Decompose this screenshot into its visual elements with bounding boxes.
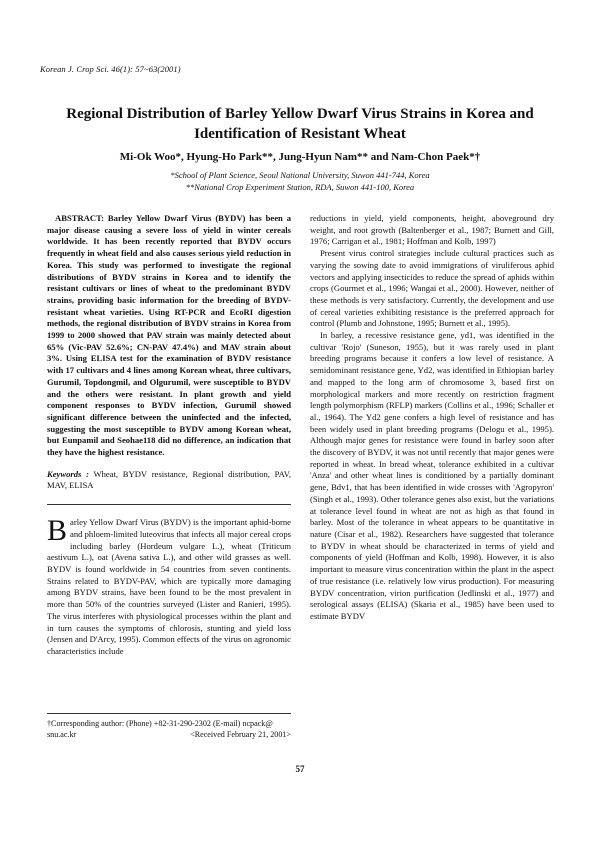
keywords [47,469,291,492]
author-list: Mi-Ok Woo*, Hyung-Ho Park**, Jung-Hyun Nam** and Nam-Chon Paek*† [119,151,481,163]
page-number: 57 [295,764,305,774]
corresponding-author-footnote [47,713,291,740]
section-divider [47,504,291,505]
keywords-text: Wheat, BYDV resistance, Regional distribution, PAV, MAV, ELISA [47,468,291,491]
abstract: ABSTRACT: Barley Yellow Dwarf Virus (BYDV) has been a major disease causing a severe loss of yield in winter cereals worldwide. It has been recently reported that BYDV occurs frequently in wheat field and also causes serious yield reduction in Korea. This study was performed to investigate the regional distributions of BYDV strains in Korea and to identify the resistant cultivars or lines of wheat to the predominant BYDV strains, providing basic information for the breeding of BYDV-resistant wheat varieties. Using RT-PCR and EcoRI digestion methods, the regional distribution of BYDV strains in Korea from 1999 to 2000 showed that PAV strain was mainly detected about 65% (Vic-PAV 52.6%; CN-PAV 47.4%) and MAV strain about 3%. Using ELISA test for the examination of BYDV resistance with 17 cultivars and 4 lines among Korean wheat, three cultivars, Gurumil, Topdongmil, and Olgurumil, were susceptible to BYDV and the others were resistant. In plant growth and yield component responses to BYDV infection, Gurumil showed significant difference between the uninfected and the infected, suggesting the most susceptible to BYDV among Korean wheat, but Eunpamil and Seohae118 did no difference, an indication that they have the highest resistance. [47,213,291,458]
received-date: <Received February 21, 2001> [190,730,291,739]
affiliation-1: *School of Plant Science, Seoul National University, Suwon 441-744, Korea [170,170,430,180]
footnote-line-1: †Corresponding author: (Phone) +82-31-290-2302 (E-mail) ncpack@ [47,719,273,728]
right-column [310,213,554,623]
journal-citation: Korean J. Crop Sci. 46(1): 57~63(2001) [40,64,181,74]
left-column [47,213,291,658]
affiliation-2: **National Crop Experiment Station, RDA, Suwon 441-100, Korea [185,181,415,192]
footnote-email-domain: snu.ac.kr [47,730,77,739]
introduction-paragraph [47,514,291,657]
body-paragraph-2: Present virus control strategies include cultural practices such as varying the sowing date to avoid immigrations of viruliferous aphid vectors and applying insecticides to reduce the spread of aphids within crops (Gourmet et al., 1996; Wangai et al., 2000). However, neither of these methods is very satisfactory. Currently, the development and use of cereal varieties exhibiting resistance is the preferred approach for control (Plumb and Johnstone, 1995; Burnett et al., 1995). [310,248,554,329]
keywords-label: Keywords : [47,468,89,479]
affiliations [40,170,560,193]
body-paragraph-1: reductions in yield, yield components, height, aboveground dry weight, and root growth (Baltenberger et al., 1987; Burnett and Gill, 1976; Carrigan et al., 1981; Hoffman and Kolb, 1997) [310,213,554,247]
drop-cap: B [47,514,68,548]
body-paragraph-3: In barley, a recessive resistance gene, yd1, was identified in the cultivar 'Rojo' (Suneson, 1955), but it was rarely used in plant breeding programs because it confers a low level of resistance. A semidominant resistance gene, Yd2, was identified in Ethiopian barley and mapped to the long arm of chromosome 3, based first on morphological markers and more recently on restriction fragment length polymorphism (RFLP) markers (Collins et al., 1996; Schaller et al., 1964). The Yd2 gene confers a high level of resistance and has been widely used in plant breeding programs (Delogu et al., 1995). Although major genes for resistance were found in barley soon after the discovery of BYDV, it was not until recently that major genes were reported in wheat. In bread wheat, tolerance exhibited in a cultivar 'Anza' and other wheat lines is conditioned by a partially dominant gene, Bdv1, that has been identified in wide crosses with 'Agropyron' (Singh et al., 1993). Other tolerance genes also exist, but the variations at tolerance level found in wheat are not as high as that found in barley. Most of the tolerance in wheat appears to be quantitative in nature (Cisar et al., 1982). Researchers have suggested that tolerance to BYDV in wheat should be characterized in terms of yield and components of yield (Hoffman and Kolb, 1998). However, it is also important to measure virus concentration within the plant in the aspect of true resistance (i.e. relatively low virus production). For measuring BYDV concentration, virion purification (Jedlinski et al., 1977) and serological assays (ELISA) (Skaria et al., 1985) have been used to estimate BYDV [310,330,554,621]
paper-title: Regional Distribution of Barley Yellow Dwarf Virus Strains in Korea and Identification of Resistant Wheat [66,106,534,142]
introduction-text: arley Yellow Dwarf Virus (BYDV) is the important aphid-borne and phloem-limited luteovirus that infects all major cereal crops including barley (Hordeum vulgare L.), wheat (Triticum aestivum L.), oat (Avena sativa L.), and other wild grasses as well. BYDV is found worldwide in 54 countries from seven continents. Strains related to BYDV-PAV, which are typically more damaging among BYDV strains, have been found to be the most prevalent in more than 50% of the countries surveyed (Lister and Ranieri, 1995). The virus interferes with physiological processes within the plant and in turn causes the symptoms of chlorosis, stunting and yield loss (Jensen and D'Arcy, 1995). Common effects of the virus on agronomic characteristics include [47,517,291,656]
